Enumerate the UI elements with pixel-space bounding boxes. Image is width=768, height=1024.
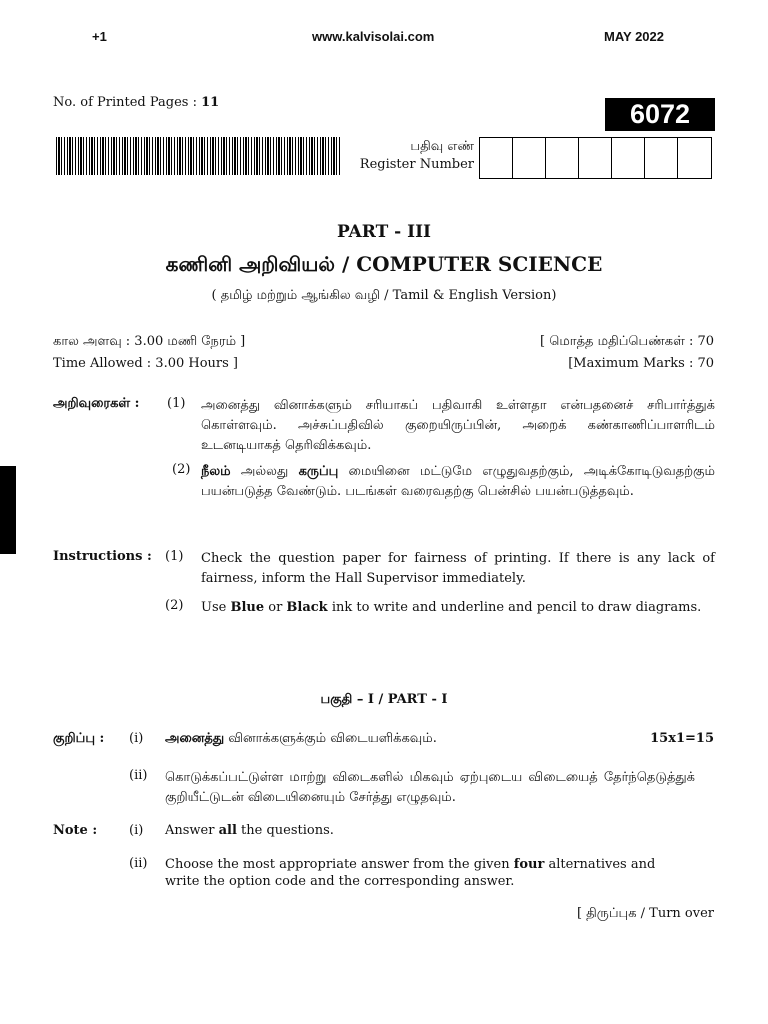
- time-allowed: [53, 331, 245, 375]
- note-english-label: Note :: [53, 823, 98, 838]
- text-segment: Use: [201, 600, 231, 615]
- black-word-tamil: கருப்பு: [298, 464, 339, 479]
- instruction-tamil-text-2: [201, 462, 715, 502]
- subject-separator: /: [335, 252, 357, 276]
- subject-tamil: கணினி அறிவியல்: [165, 252, 336, 276]
- note-tamil-text-1: [165, 731, 437, 747]
- text-segment: Answer: [165, 823, 219, 838]
- text-segment: alternatives and write the option code and the corresponding answer.: [165, 857, 656, 889]
- note-english-num-1: (i): [129, 823, 144, 838]
- part-one-english: / PART - I: [373, 692, 448, 707]
- header-date: MAY 2022: [604, 29, 664, 44]
- instructions-tamil-label: அறிவுரைகள் :: [53, 396, 140, 411]
- instruction-tamil-num-2: (2): [172, 462, 191, 477]
- register-label: [350, 138, 474, 174]
- black-word-english: Black: [286, 600, 328, 615]
- instruction-english-num-2: (2): [165, 598, 184, 613]
- register-box[interactable]: [645, 138, 678, 178]
- barcode-icon: [56, 137, 342, 175]
- paper-code: 6072: [605, 98, 715, 131]
- printed-pages-label: No. of Printed Pages :: [53, 95, 197, 110]
- header-website: www.kalvisolai.com: [312, 29, 435, 44]
- text-segment: மையினை மட்டுமே எழுதுவதற்கும், அடிக்கோடிடுவதற்கும் பயன்படுத்த வேண்டும். படங்கள் வரைவதற்கு பென்சில் பயன்படுத்தவும்.: [201, 464, 715, 499]
- time-english: Time Allowed : 3.00 Hours ]: [53, 356, 239, 371]
- instruction-tamil-num-1: (1): [167, 396, 186, 411]
- register-box[interactable]: [579, 138, 612, 178]
- maximum-marks: [480, 331, 714, 375]
- header-left: +1: [92, 29, 107, 44]
- edge-marker: [0, 466, 16, 554]
- time-tamil: கால அளவு : 3.00 மணி நேரம் ]: [53, 334, 246, 349]
- text-segment: the questions.: [236, 823, 334, 838]
- note-tamil-num-1: (i): [129, 731, 144, 746]
- register-box[interactable]: [513, 138, 546, 178]
- text-segment: Choose the most appropriate answer from the given: [165, 857, 514, 872]
- register-label-english: Register Number: [359, 157, 474, 172]
- note-english-text-2: [165, 856, 685, 890]
- four-word: four: [513, 857, 545, 872]
- part-one-heading: [0, 692, 768, 708]
- register-box[interactable]: [678, 138, 711, 178]
- note-tamil-label: குறிப்பு :: [53, 731, 105, 746]
- part-one-tamil: பகுதி – I: [320, 692, 374, 707]
- all-word-tamil: அனைத்து: [165, 731, 225, 746]
- marks-english: [Maximum Marks : 70: [568, 356, 714, 371]
- section-marks: 15x1=15: [650, 731, 714, 746]
- register-box[interactable]: [612, 138, 645, 178]
- printed-pages-value: 11: [201, 95, 220, 110]
- part-title: PART - III: [337, 222, 431, 242]
- note-english-num-2: (ii): [129, 856, 148, 871]
- register-number-boxes[interactable]: [479, 137, 712, 179]
- note-english-text-1: [165, 823, 334, 838]
- instruction-english-num-1: (1): [165, 549, 184, 564]
- subject-title: [0, 252, 768, 279]
- instruction-english-text-2: [201, 598, 715, 618]
- blue-word-english: Blue: [230, 600, 265, 615]
- version-line: ( தமிழ் மற்றும் ஆங்கில வழி / Tamil & English Version): [211, 288, 557, 303]
- turn-over: [ திருப்புக / Turn over: [576, 906, 714, 921]
- note-tamil-num-2: (ii): [129, 768, 148, 783]
- instruction-tamil-text-1: அனைத்து வினாக்களும் சரியாகப் பதிவாகி உள்ளதா என்பதனைச் சரிபார்த்துக் கொள்ளவும். அச்சுப்பதிவில் குறையிருப்பின், அறைக் கண்காணிப்பாளரிடம் உடனடியாகத் தெரிவிக்கவும்.: [201, 398, 715, 453]
- text-segment: or: [264, 600, 287, 615]
- text-segment: அல்லது: [230, 464, 299, 479]
- register-box[interactable]: [480, 138, 513, 178]
- all-word-english: all: [218, 823, 237, 838]
- printed-pages: [53, 95, 219, 110]
- blue-word-tamil: நீலம்: [201, 464, 231, 479]
- instructions-english-label: Instructions :: [53, 549, 152, 564]
- instruction-english-text-1: Check the question paper for fairness of printing. If there is any lack of fairness, inform the Hall Supervisor immediately.: [201, 551, 715, 586]
- subject-english: COMPUTER SCIENCE: [356, 252, 603, 276]
- text-segment: ink to write and underline and pencil to draw diagrams.: [327, 600, 702, 615]
- text-segment: வினாக்களுக்கும் விடையளிக்கவும்.: [224, 731, 437, 746]
- register-label-tamil: பதிவு எண்: [410, 139, 474, 154]
- register-box[interactable]: [546, 138, 579, 178]
- marks-tamil: [ மொத்த மதிப்பெண்கள் : 70: [540, 334, 714, 349]
- note-tamil-text-2: கொடுக்கப்பட்டுள்ள மாற்று விடைகளில் மிகவும் ஏற்புடைய விடையைத் தேர்ந்தெடுத்துக் குறியீட்டுடன் விடையினையும் சேர்த்து எழுதவும்.: [165, 770, 695, 805]
